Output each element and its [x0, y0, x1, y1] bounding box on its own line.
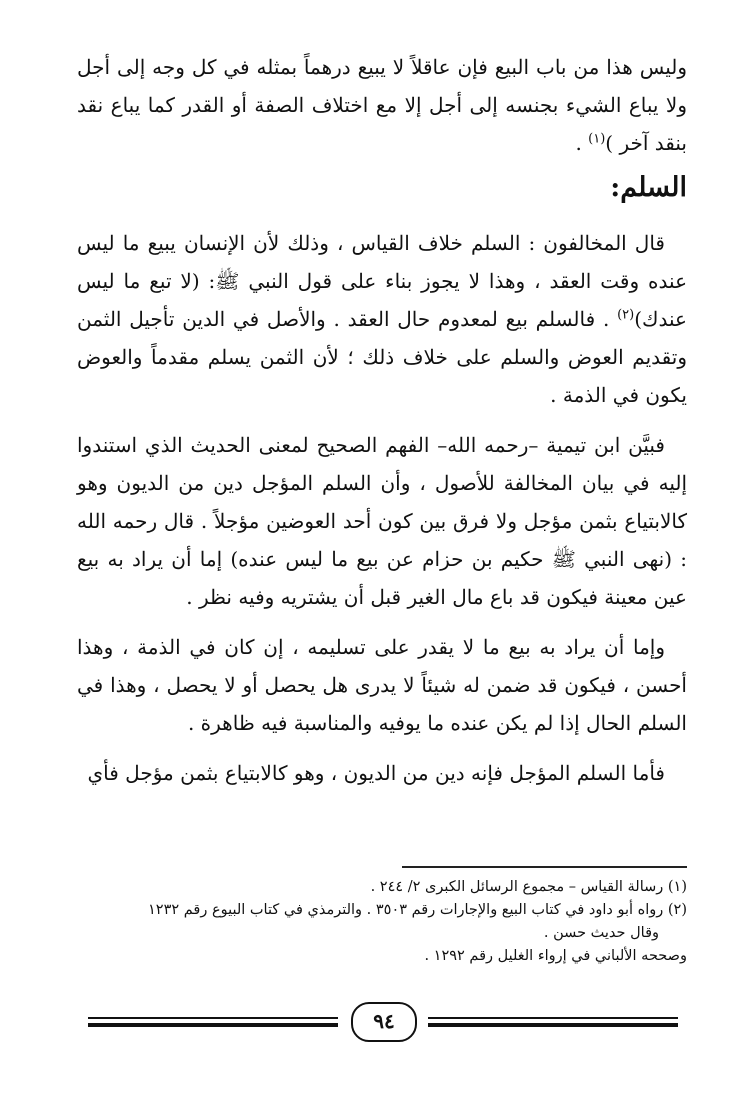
paragraph-opponents-text-b: . فالسلم بيع لمعدوم حال العقد . والأصل في الدين تأجيل الثمن وتقديم العوض والسلم على خلاف ذلك ؛ لأن الثمن يسلم مقدماً والعوض يكون في الذمة .: [77, 307, 687, 407]
footnote-ref-2[interactable]: (٢): [617, 307, 635, 323]
footnotes-section: [77, 866, 687, 968]
footnote-3: وصححه الألباني في إرواء الغليل رقم ١٢٩٢ .: [424, 948, 687, 964]
footer-rule-right-thick: [428, 1023, 678, 1027]
footer-rule-right-thin: [428, 1017, 678, 1019]
paragraph-deferred-salam: فأما السلم المؤجل فإنه دين من الديون ، وهو كالابتياع بثمن مؤجل فأي: [87, 761, 665, 785]
paragraph-delivery: وإما أن يراد به بيع ما لا يقدر على تسليمه ، إن كان في الذمة ، وهذا أحسن ، فيكون قد ضمن له شيئاً لا يدرى هل يحصل أو لا يحصل ، وهذا في السلم الحال إذا لم يكن عنده ما يوفيه والمناسبة فيه ظاهرة .: [77, 635, 687, 735]
page-footer: [88, 1002, 678, 1042]
paragraph-intro: [77, 48, 687, 162]
page-body: [77, 48, 687, 792]
paragraph-opponents-text-a: قال المخالفون : السلم خلاف القياس ، وذلك لأن الإنسان يبيع ما ليس عنده وقت العقد ، وهذا لا يجوز بناء على قول النبي ﷺ: (لا تبع ما ليس عندك): [77, 231, 687, 331]
page-number: ٩٤: [351, 1002, 417, 1042]
footnote-2: (٢) رواه أبو داود في كتاب البيع والإجارات رقم ٣٥٠٣ . والترمذي في كتاب البيوع رقم ١٢٣٢: [148, 902, 687, 918]
footnote-ref-1[interactable]: (١): [588, 131, 606, 147]
paragraph-opponents: [77, 224, 687, 414]
paragraph-intro-text: وليس هذا من باب البيع فإن عاقلاً لا يبيع درهماً بمثله في كل وجه إلى أجل ولا يباع الشيء بجنسه إلى أجل إلا مع اختلاف الصفة أو القدر كما يباع نقد بنقد آخر ): [77, 55, 687, 155]
section-heading-salam: السلم:: [610, 172, 687, 203]
footer-rule-left-thin: [88, 1017, 338, 1019]
footnote-1: (١) رسالة القياس – مجموع الرسائل الكبرى ٢/ ٢٤٤ .: [370, 879, 687, 895]
footnote-divider: [402, 866, 687, 868]
footnote-2-continuation: وقال حديث حسن .: [543, 925, 659, 941]
footer-rule-left-thick: [88, 1023, 338, 1027]
paragraph-ibn-taymiyyah: فبيَّن ابن تيمية –رحمه الله– الفهم الصحيح لمعنى الحديث الذي استندوا إليه في بيان المخالفة للأصول ، وأن السلم المؤجل دين من الديون وهو كالابتياع بثمن مؤجل ولا فرق بين كون أحد العوضين مؤجلاً . قال رحمه الله : (نهى النبي ﷺ حكيم بن حزام عن بيع ما ليس عنده) إما أن يراد به بيع عين معينة فيكون قد باع مال الغير قبل أن يشتريه وفيه نظر .: [77, 433, 687, 609]
paragraph-intro-end: .: [575, 131, 589, 155]
